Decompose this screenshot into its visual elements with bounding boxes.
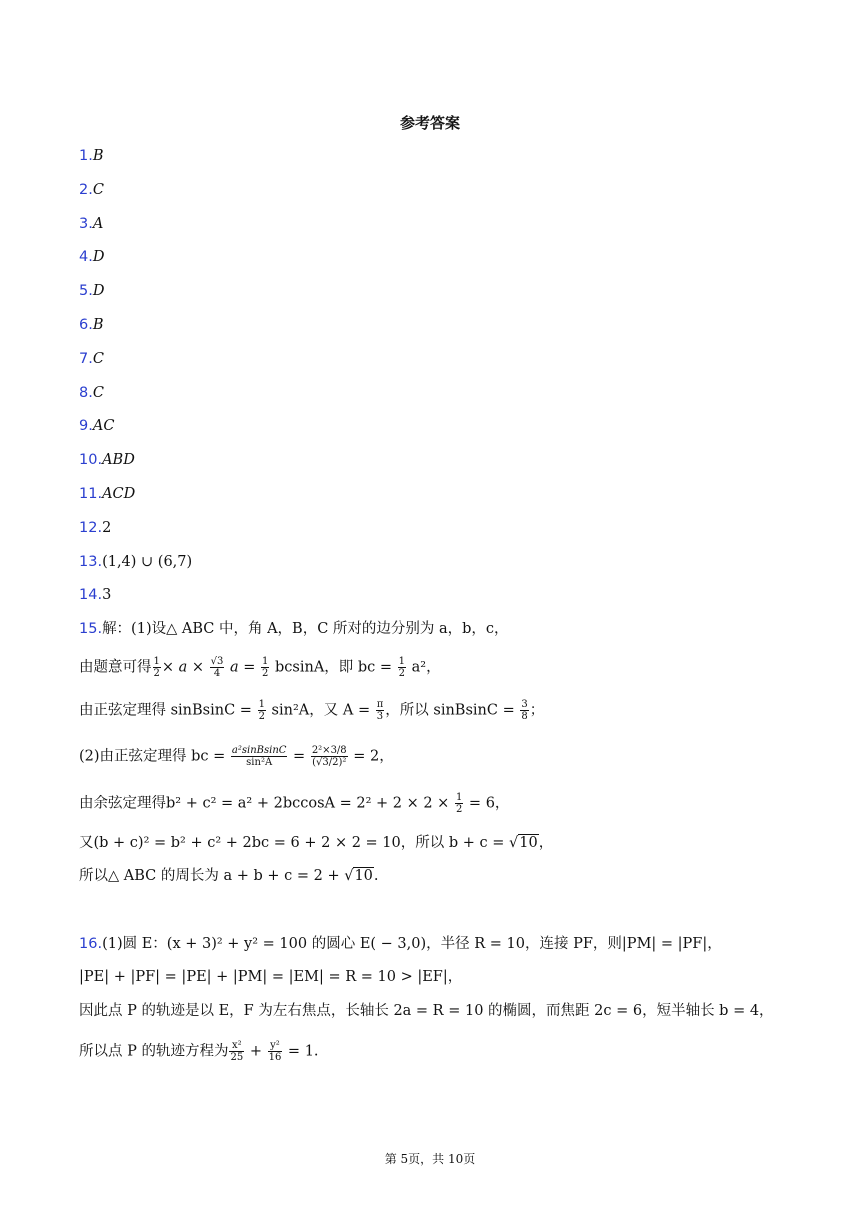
list-item: 11.ACD [79, 485, 136, 502]
list-item: 5.D [79, 283, 105, 300]
q15-line-2: 由题意可得 $\frac{1}{2}$ × a × $\frac{√3}{4}$ a = $\frac{1}{2}$ bcsinA，即 bc = $\frac{1}{2}$ a²， [79, 656, 441, 679]
q15-line-4: (2)由正弦定理得 bc = $\frac{\text{a²sinBsinC}}{\text{sin²A}}$ = $\frac{\text{2²×3/8}}{\text{(√3/2)²}}$ = 2， [79, 745, 394, 768]
fraction: $\frac{\text{2²×3/8}}{\text{(√3/2)²}}$ [311, 745, 347, 768]
q15-line-5: 由余弦定理得b² + c² = a² + 2bccosA = 2² + 2 × 2 × $\frac{1}{2}$ = 6， [79, 792, 510, 815]
list-item: 10.ABD [79, 452, 135, 469]
fraction: $\frac{\text{a²sinBsinC}}{\text{sin²A}}$ [231, 745, 287, 768]
list-item: 6.B [79, 316, 104, 333]
list-item: 14.3 [79, 587, 112, 604]
fraction: $\frac{\pi}{3}$ [376, 699, 384, 722]
q16-line-3: 因此点 P 的轨迹是以 E，F 为左右焦点，长轴长 2a = R = 10 的椭圆，而焦距 2c = 6，短半轴长 b = 4， [79, 1003, 774, 1019]
fraction: $\frac{\text{x²}}{25}$ [230, 1040, 244, 1063]
fraction: $\frac{√3}{4}$ [210, 656, 224, 679]
fraction: $\frac{1}{2}$ [262, 656, 269, 679]
list-item: 1.B [79, 148, 104, 164]
q15-line-6: 又(b + c)² = b² + c² + 2bc = 6 + 2 × 2 = 10，所以 b + c = √10， [79, 835, 554, 851]
page-footer: 第 5页，共 10页 [384, 1152, 476, 1166]
fraction: $\frac{1}{2}$ [258, 699, 265, 722]
list-item: 2.C [79, 181, 104, 198]
list-item: 9.AC [79, 418, 115, 435]
fraction: $\frac{1}{2}$ [153, 656, 160, 679]
list-item: 4.D [79, 249, 105, 266]
q16-line-2: |PE| + |PF| = |PE| + |PM| = |EM| = R = 10 > |EF|， [79, 969, 463, 985]
list-item: 3.A [79, 215, 104, 232]
list-item: 13.(1,4) ∪ (6,7) [79, 553, 193, 570]
list-item: 12.2 [79, 519, 112, 536]
fraction: $\frac{3}{8}$ [521, 699, 528, 722]
q15-line-7: 所以△ ABC 的周长为 a + b + c = 2 + √10. [79, 868, 379, 884]
answer-list [79, 142, 192, 615]
q16-line-4: 所以点 P 的轨迹方程为 $\frac{\text{x²}}{25}$ + $\frac{\text{y²}}{16}$ = 1. [79, 1040, 319, 1063]
fraction: $\frac{1}{2}$ [455, 792, 463, 815]
q15-line-3: 由正弦定理得 sinBsinC = $\frac{1}{2}$ sin²A，又 A = $\frac{\pi}{3}$ ，所以 sinBsinC = $\frac{3}{8}$ ； [79, 699, 545, 722]
q16-line-1: 16.(1)圆 E：(x + 3)² + y² = 100 的圆心 E( − 3,0)，半径 R = 10，连接 PF，则|PM| = |PF|， [79, 936, 722, 952]
fraction: $\frac{\text{y²}}{16}$ [268, 1040, 282, 1063]
list-item: 7.C [79, 350, 104, 367]
page-title: 参考答案 [399, 114, 460, 132]
list-item: 8.C [79, 384, 104, 401]
fraction: $\frac{1}{2}$ [398, 656, 406, 679]
q15-line-1: 15.解：(1)设△ ABC 中，角 A，B，C 所对的边分别为 a，b，c， [79, 621, 509, 637]
